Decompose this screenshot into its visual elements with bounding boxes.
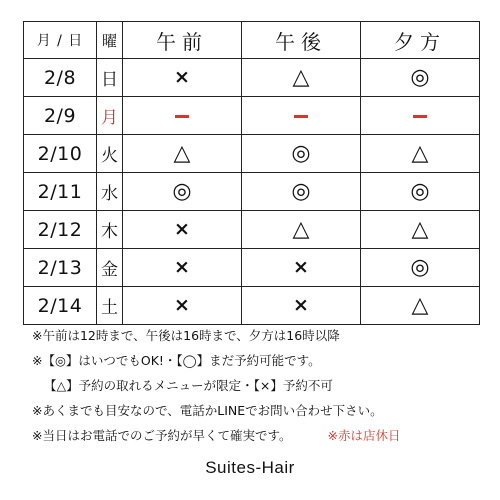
table-body bbox=[24, 59, 480, 325]
header-evening: 夕方 bbox=[361, 22, 480, 59]
evening-cell bbox=[361, 135, 480, 173]
triangle-mark: △ bbox=[173, 140, 191, 166]
date-cell: 2/11 bbox=[24, 173, 97, 211]
triangle-mark: △ bbox=[411, 292, 429, 318]
morning-cell bbox=[123, 249, 242, 287]
date-cell: 2/12 bbox=[24, 211, 97, 249]
evening-cell bbox=[361, 287, 480, 325]
table-row bbox=[24, 249, 480, 287]
morning-cell bbox=[123, 59, 242, 97]
afternoon-cell bbox=[242, 173, 361, 211]
afternoon-cell bbox=[242, 135, 361, 173]
triangle-mark: △ bbox=[292, 216, 310, 242]
note-legend-2: 【△】予約の取れるメニューが限定・【×】予約不可 bbox=[44, 378, 333, 393]
evening-cell bbox=[361, 97, 480, 135]
afternoon-cell bbox=[242, 249, 361, 287]
evening-cell bbox=[361, 249, 480, 287]
afternoon-cell bbox=[242, 287, 361, 325]
triangle-mark: △ bbox=[292, 64, 310, 90]
note-legend-1: ※【◎】はいつでもOK!・【◯】まだ予約可能です。 bbox=[32, 353, 321, 368]
note-contact: ※あくまでも目安なので、電話かLINEでお問い合わせ下さい。 bbox=[32, 403, 383, 418]
evening-cell bbox=[361, 173, 480, 211]
note-sameday bbox=[32, 423, 482, 448]
evening-cell bbox=[361, 211, 480, 249]
double-circle-mark: ◎ bbox=[291, 140, 311, 166]
note-holiday: ※赤は店休日 bbox=[327, 428, 401, 443]
table-row bbox=[24, 287, 480, 325]
closed-dash-icon bbox=[413, 115, 427, 118]
triangle-mark: △ bbox=[411, 140, 429, 166]
morning-cell bbox=[123, 135, 242, 173]
cross-mark: × bbox=[174, 294, 190, 316]
day-cell: 月 bbox=[97, 97, 123, 135]
morning-cell bbox=[123, 173, 242, 211]
brand-name: Suites-Hair bbox=[205, 458, 295, 477]
morning-cell bbox=[123, 211, 242, 249]
availability-table bbox=[23, 21, 480, 325]
table-row bbox=[24, 97, 480, 135]
double-circle-mark: ◎ bbox=[410, 178, 430, 204]
afternoon-cell bbox=[242, 211, 361, 249]
day-cell: 木 bbox=[97, 211, 123, 249]
table-row bbox=[24, 173, 480, 211]
header-date: 月 / 日 bbox=[24, 22, 97, 59]
afternoon-cell bbox=[242, 97, 361, 135]
double-circle-mark: ◎ bbox=[172, 178, 192, 204]
date-cell: 2/10 bbox=[24, 135, 97, 173]
closed-dash-icon bbox=[294, 115, 308, 118]
date-cell: 2/13 bbox=[24, 249, 97, 287]
morning-cell bbox=[123, 287, 242, 325]
header-afternoon: 午後 bbox=[242, 22, 361, 59]
morning-cell bbox=[123, 97, 242, 135]
afternoon-cell bbox=[242, 59, 361, 97]
note-sameday-text: ※当日はお電話でのご予約が早くて確実です。 bbox=[32, 428, 292, 443]
table-row bbox=[24, 135, 480, 173]
triangle-mark: △ bbox=[411, 216, 429, 242]
cross-mark: × bbox=[293, 256, 309, 278]
double-circle-mark: ◎ bbox=[291, 178, 311, 204]
day-cell: 火 bbox=[97, 135, 123, 173]
cross-mark: × bbox=[174, 66, 190, 88]
day-cell: 金 bbox=[97, 249, 123, 287]
day-cell: 土 bbox=[97, 287, 123, 325]
table-row bbox=[24, 59, 480, 97]
closed-dash-icon bbox=[175, 115, 189, 118]
cross-mark: × bbox=[174, 256, 190, 278]
note-hours: ※午前は12時まで、午後は16時まで、夕方は16時以降 bbox=[32, 328, 340, 343]
header-row bbox=[24, 22, 480, 59]
cross-mark: × bbox=[174, 218, 190, 240]
day-cell: 日 bbox=[97, 59, 123, 97]
table-row bbox=[24, 211, 480, 249]
notes bbox=[32, 323, 482, 448]
double-circle-mark: ◎ bbox=[410, 64, 430, 90]
cross-mark: × bbox=[293, 294, 309, 316]
date-cell: 2/8 bbox=[24, 59, 97, 97]
header-day: 曜 bbox=[97, 22, 123, 59]
date-cell: 2/14 bbox=[24, 287, 97, 325]
double-circle-mark: ◎ bbox=[410, 254, 430, 280]
evening-cell bbox=[361, 59, 480, 97]
day-cell: 水 bbox=[97, 173, 123, 211]
header-morning: 午前 bbox=[123, 22, 242, 59]
date-cell: 2/9 bbox=[24, 97, 97, 135]
